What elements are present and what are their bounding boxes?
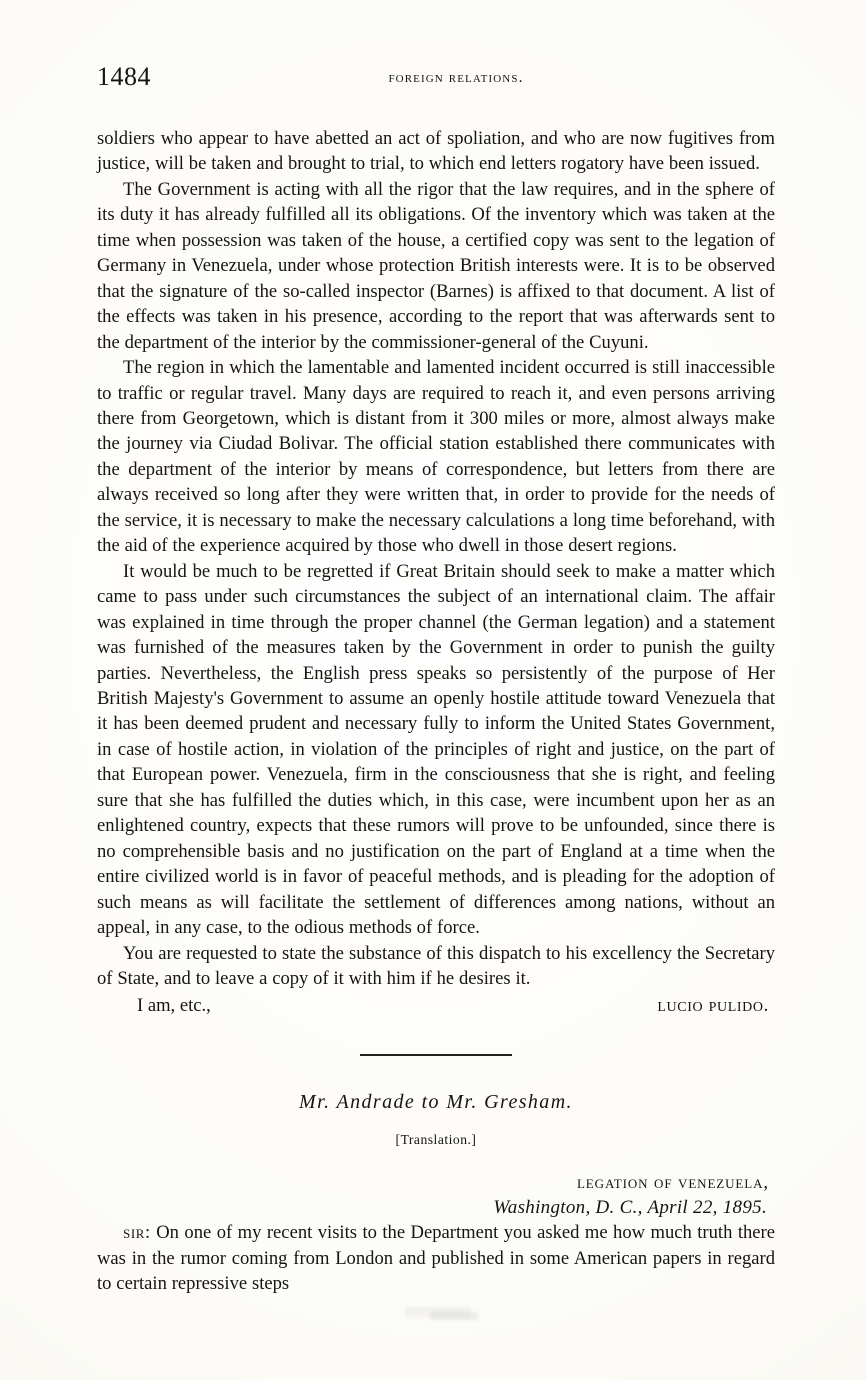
- dateline: [97, 1170, 775, 1220]
- dateline-date: Washington, D. C., April 22, 1895.: [493, 1197, 767, 1219]
- signatory-name: lucio pulido.: [657, 995, 769, 1017]
- paragraph-text: On one of my recent visits to the Department you asked me how much truth there was in the rumor coming from London and published in some American papers in regard to certain repressive steps: [97, 1222, 775, 1295]
- page-content: [97, 0, 775, 1380]
- document-heading: Mr. Andrade to Mr. Gresham.: [299, 1091, 573, 1114]
- dateline-place: legation of venezuela,: [576, 1172, 769, 1194]
- paragraph: It would be much to be regretted if Great Britain should seek to make a matter which came to pass under such circumstances the subject of an international claim. The affair was explained in time through the proper channel (the German legation) and a statement was furnished of the measures taken by the Government in order to punish the guilty parties. Nevertheless, the English press speaks so persistently of the purpose of Her British Majesty's Government to assume an openly hostile attitude toward Venezuela that it has been deemed prudent and necessary fully to inform the United States Government, in case of hostile action, in violation of the principles of right and justice, on the part of that European power. Venezuela, firm in the consciousness that she is right, and feeling sure that she has fulfilled the duties which, in this case, were incumbent upon her as an enlightened country, expects that these rumors will prove to be unfounded, since there is no comprehensible basis and no justification on the part of England at a time when the entire civilized world is in favor of peaceful methods, and is pleading for the adoption of such means as will facilitate the settlement of differences among nations, without an appeal, in any case, to the odious methods of force.: [97, 560, 775, 939]
- page-number: 1484: [97, 62, 151, 91]
- paragraph: soldiers who appear to have abetted an act of spoliation, and who are now fugitives from justice, will be taken and brought to trial, to which end letters rogatory have been issued.: [97, 128, 775, 175]
- translation-note: [Translation.]: [395, 1132, 477, 1148]
- running-head: [97, 62, 775, 96]
- signature-block: [97, 993, 775, 1019]
- scan-artifact-secondary: [430, 1312, 478, 1320]
- divider-rule: [360, 1054, 512, 1056]
- salutation: sir:: [123, 1222, 151, 1244]
- section-divider: [97, 1045, 775, 1067]
- paragraph: You are requested to state the substance of this dispatch to his excellency the Secretary of State, and to leave a copy of it with him if he desires it.: [97, 942, 775, 989]
- closing-phrase: I am, etc.,: [137, 995, 211, 1017]
- paragraph: The Government is acting with all the rigor that the law requires, and in the sphere of its duty it has already fulfilled all its obligations. Of the inventory which was taken at the time when possession was taken of the house, a certified copy was sent to the legation of Germany in Venezuela, under whose protection British interests were. It is to be observed that the signature of the so-called inspector (Barnes) is affixed to that document. A list of the effects was taken in his presence, according to the report that was afterwards sent to the department of the interior by the commissioner-general of the Cuyuni.: [97, 178, 775, 353]
- body-text-block: [97, 126, 775, 1297]
- paragraph: [97, 1220, 775, 1296]
- paragraph: The region in which the lamentable and lamented incident occurred is still inaccessible to traffic or regular travel. Many days are required to reach it, and even persons arriving there from Georgetown, which is distant from it 300 miles or more, almost always make the journey via Ciudad Bolivar. The official station established there communicates with the department of the interior by means of correspondence, but letters from there are always received so long after they were written that, in order to provide for the needs of the service, it is necessary to make the necessary calculations a long time beforehand, with the aid of the experience acquired by those who dwell in those desert regions.: [97, 357, 775, 557]
- running-head-title: foreign relations.: [388, 69, 524, 86]
